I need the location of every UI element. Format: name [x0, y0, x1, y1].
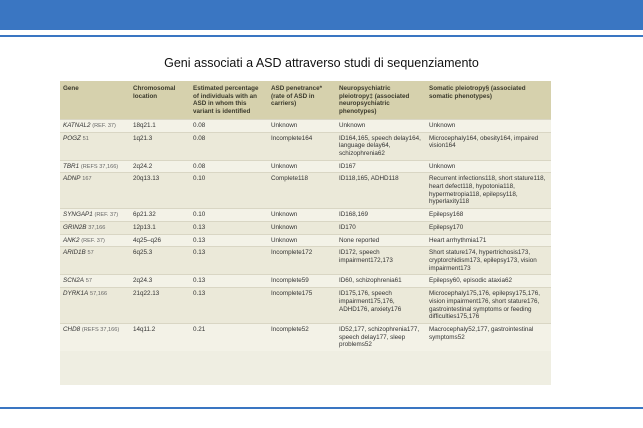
gene-cell	[60, 221, 130, 234]
header-penetrance: ASD penetrance* (rate of ASD in carriers)	[268, 81, 336, 119]
neuro-pleiotropy-cell: ID60, schizophrenia61	[336, 275, 426, 288]
gene-name: ARID1B	[63, 249, 86, 257]
percentage-cell: 0.13	[190, 288, 268, 324]
table-row	[60, 234, 551, 247]
neuro-pleiotropy-cell: None reported	[336, 234, 426, 247]
header-somatic-pleiotropy: Somatic pleiotropy§ (associated somatic phenotypes)	[426, 81, 551, 119]
gene-cell	[60, 234, 130, 247]
location-cell: 2q24.2	[130, 160, 190, 173]
somatic-pleiotropy-cell: Microcephaly175,176, epilepsy175,176, vision impairment176, short stature176, gastrointestinal symptoms or feeding difficulties175,176	[426, 288, 551, 324]
location-cell: 6p21.32	[130, 209, 190, 222]
penetrance-cell: Unknown	[268, 209, 336, 222]
gene-reference: 167	[82, 176, 92, 183]
percentage-cell: 0.13	[190, 275, 268, 288]
slide-title: Geni associati a ASD attraverso studi di sequenziamento	[164, 56, 479, 70]
table-row	[60, 132, 551, 160]
somatic-pleiotropy-cell: Short stature174, hypertrichosis173, cryptorchidism173, epilepsy173, vision impairment173	[426, 247, 551, 275]
gene-reference: (REFS 37,166)	[80, 163, 119, 170]
table-row	[60, 247, 551, 275]
table-row	[60, 288, 551, 324]
somatic-pleiotropy-cell: Microcephaly164, obesity164, impaired vision164	[426, 132, 551, 160]
header-neuro-pleiotropy: Neuropsychiatric pleiotropy‡ (associated neuropsychiatric phenotypes)	[336, 81, 426, 119]
gene-cell	[60, 275, 130, 288]
gene-reference: 57,166	[89, 291, 108, 298]
gene-name: TBR1	[63, 162, 80, 170]
somatic-pleiotropy-cell: Epilepsy170	[426, 221, 551, 234]
penetrance-cell: Unknown	[268, 234, 336, 247]
location-cell: 18q21.1	[130, 119, 190, 132]
penetrance-cell: Incomplete52	[268, 323, 336, 351]
gene-name: DYRK1A	[63, 290, 89, 298]
gene-cell	[60, 209, 130, 222]
somatic-pleiotropy-cell: Unknown	[426, 160, 551, 173]
neuro-pleiotropy-cell: ID168,169	[336, 209, 426, 222]
gene-name: SCN2A	[63, 277, 84, 285]
gene-name: CHD8	[63, 325, 81, 333]
somatic-pleiotropy-cell: Heart arrhythmia171	[426, 234, 551, 247]
percentage-cell: 0.08	[190, 132, 268, 160]
header-location: Chromosomal location	[130, 81, 190, 119]
gene-table-image	[60, 81, 551, 385]
location-cell: 21q22.13	[130, 288, 190, 324]
percentage-cell: 0.08	[190, 119, 268, 132]
bottom-divider	[0, 407, 643, 409]
gene-name: SYNGAP1	[63, 211, 93, 219]
gene-cell	[60, 160, 130, 173]
table-row	[60, 275, 551, 288]
penetrance-cell: Complete118	[268, 173, 336, 209]
percentage-cell: 0.13	[190, 234, 268, 247]
location-cell: 6q25.3	[130, 247, 190, 275]
gene-reference: (REF. 37)	[94, 212, 119, 219]
table-row	[60, 160, 551, 173]
percentage-cell: 0.10	[190, 173, 268, 209]
gene-cell	[60, 323, 130, 351]
penetrance-cell: Unknown	[268, 119, 336, 132]
percentage-cell: 0.21	[190, 323, 268, 351]
location-cell: 12p13.1	[130, 221, 190, 234]
header-gene: Gene	[60, 81, 130, 119]
top-banner	[0, 0, 643, 30]
gene-table	[60, 81, 551, 351]
gene-name: ADNP	[63, 175, 81, 183]
gene-name: GRIN2B	[63, 223, 87, 231]
gene-reference: (REFS 37,166)	[81, 326, 120, 333]
percentage-cell: 0.13	[190, 221, 268, 234]
penetrance-cell: Unknown	[268, 160, 336, 173]
location-cell: 2q24.3	[130, 275, 190, 288]
percentage-cell: 0.08	[190, 160, 268, 173]
table-row	[60, 221, 551, 234]
penetrance-cell: Unknown	[268, 221, 336, 234]
neuro-pleiotropy-cell: ID170	[336, 221, 426, 234]
gene-cell	[60, 247, 130, 275]
gene-cell	[60, 119, 130, 132]
location-cell: 14q11.2	[130, 323, 190, 351]
table-header-row	[60, 81, 551, 119]
somatic-pleiotropy-cell: Macrocephaly52,177, gastrointestinal symptoms52	[426, 323, 551, 351]
table-row	[60, 119, 551, 132]
gene-cell	[60, 173, 130, 209]
location-cell: 20q13.13	[130, 173, 190, 209]
somatic-pleiotropy-cell: Unknown	[426, 119, 551, 132]
gene-reference: (REF. 37)	[92, 122, 116, 129]
location-cell: 4q25–q26	[130, 234, 190, 247]
percentage-cell: 0.10	[190, 209, 268, 222]
gene-name: KATNAL2	[63, 121, 91, 129]
table-row	[60, 323, 551, 351]
gene-reference: 57	[85, 278, 92, 285]
somatic-pleiotropy-cell: Epilepsy168	[426, 209, 551, 222]
gene-name: POGZ	[63, 134, 81, 142]
penetrance-cell: Incomplete175	[268, 288, 336, 324]
neuro-pleiotropy-cell: ID167	[336, 160, 426, 173]
gene-reference: 57	[87, 250, 94, 257]
neuro-pleiotropy-cell: ID175,176, speech impairment175,176, ADHD176, anxiety176	[336, 288, 426, 324]
gene-cell	[60, 132, 130, 160]
location-cell: 1q21.3	[130, 132, 190, 160]
somatic-pleiotropy-cell: Recurrent infections118, short stature118, heart defect118, hypotonia118, hypermetropia118, epilepsy118, hyperlaxity118	[426, 173, 551, 209]
gene-reference: (REF. 37)	[81, 237, 105, 244]
neuro-pleiotropy-cell: ID164,165, speech delay164, language delay64, schizophrenia62	[336, 132, 426, 160]
neuro-pleiotropy-cell: Unknown	[336, 119, 426, 132]
top-divider	[0, 35, 643, 37]
neuro-pleiotropy-cell: ID118,165, ADHD118	[336, 173, 426, 209]
header-percentage: Estimated percentage of individuals with an ASD in whom this variant is identified	[190, 81, 268, 119]
neuro-pleiotropy-cell: ID172, speech impairment172,173	[336, 247, 426, 275]
penetrance-cell: Incomplete164	[268, 132, 336, 160]
gene-cell	[60, 288, 130, 324]
gene-reference: 37,166	[88, 224, 106, 231]
penetrance-cell: Incomplete59	[268, 275, 336, 288]
percentage-cell: 0.13	[190, 247, 268, 275]
penetrance-cell: Incomplete172	[268, 247, 336, 275]
table-row	[60, 173, 551, 209]
somatic-pleiotropy-cell: Epilepsy60, episodic ataxia62	[426, 275, 551, 288]
gene-reference: 51	[82, 135, 89, 142]
table-row	[60, 209, 551, 222]
gene-name: ANK2	[63, 236, 80, 244]
neuro-pleiotropy-cell: ID52,177, schizophrenia177, speech delay177, sleep problems52	[336, 323, 426, 351]
